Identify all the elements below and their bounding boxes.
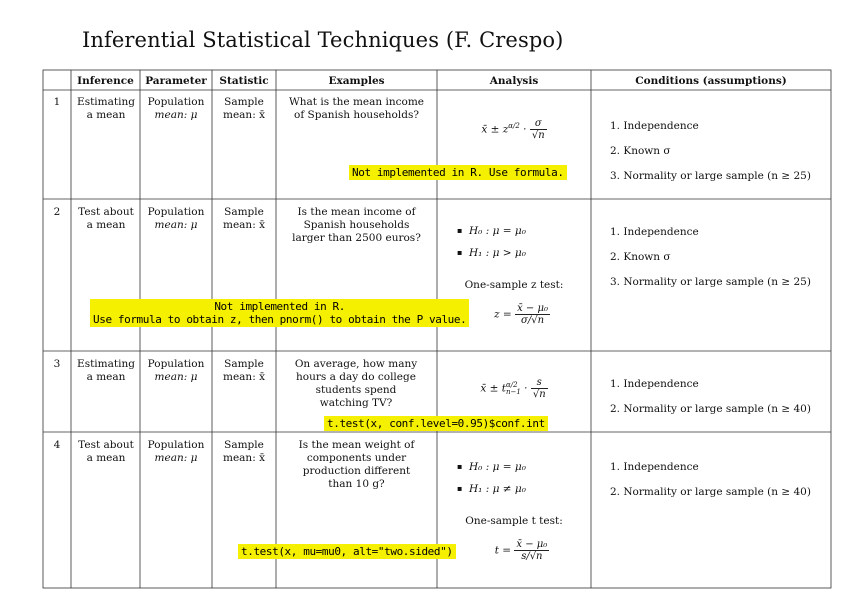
row-2-statistic-l1: Sample [224,206,264,218]
row-1-conditions-list [610,120,825,183]
row-3-parameter [140,358,212,384]
row-1-statistic-l1: Sample [224,96,264,108]
row-2-stat-den: σ/√n [521,315,545,326]
row-4-hypotheses [457,461,587,505]
row-3-condition-1: 1. Independence [610,378,699,390]
row-3-conditions [610,378,825,428]
row-2-statistic [212,206,276,232]
row-4-h1: ▪ H₁ : μ ≠ μ₀ [457,483,587,496]
row-1-formula-num: σ [530,118,547,130]
row-4-statistic [212,439,276,465]
row-1-formula-sup: α/2 [508,122,520,130]
row-2-conditions-list [610,226,825,289]
row-1-condition-1: 1. Independence [610,120,699,132]
header-statistic: Statistic [219,75,269,87]
row-2-parameter-l1: Population [147,206,205,218]
row-3-statistic [212,358,276,384]
row-4-test-name: One-sample t test: [465,515,563,527]
row-2-parameter-l2: mean: μ [154,219,198,231]
row-1-formula-den: √n [531,130,545,141]
row-4-num: 4 [53,439,61,451]
row-3-condition-2: 2. Normality or large sample (n ≥ 40) [610,403,811,415]
row-4-stat-frac [514,539,549,562]
row-4-stat-den: s/√n [521,551,543,562]
row-2-parameter [140,206,212,232]
row-2-condition-3: 3. Normality or large sample (n ≥ 25) [610,276,811,288]
row-4-conditions-list [610,461,825,499]
row-2-condition-1: 1. Independence [610,226,699,238]
row-3-formula-base: x̄ ± t [480,382,506,395]
row-2-note-l1: Not implemented in R. [214,300,346,313]
header-inference: Inference [77,75,134,87]
row-1-condition-3: 3. Normality or large sample (n ≥ 25) [610,170,811,182]
row-3-inference: Estimating a mean [77,358,135,383]
row-4-stat-num: x̄ − μ₀ [516,539,548,550]
row-1-conditions [610,120,825,195]
row-2-statistic-l2: mean: x̄ [223,219,265,231]
row-4-statistic-l2: mean: x̄ [223,452,265,464]
row-2-inference: Test about a mean [78,206,134,231]
page-title: Inferential Statistical Techniques (F. Crespo) [82,28,564,52]
row-2-note [90,299,469,327]
row-3-formula-frac [531,377,548,400]
row-2-example: Is the mean income of Spanish households larger than 2500 euros? [292,206,421,244]
row-2-h0: ▪ H₀ : μ = μ₀ [457,225,587,238]
row-2-test-name: One-sample z test: [464,279,564,291]
row-2-stat-lhs: z = [494,308,516,321]
row-1-statistic [212,96,276,122]
row-4-conditions [610,461,825,511]
row-4-parameter-l2: mean: μ [154,452,198,464]
row-1-inference: Estimating a mean [77,96,135,121]
row-3-parameter-l1: Population [147,358,205,370]
row-1-analysis-formula [437,118,591,141]
row-3-example: On average, how many hours a day do college students spend watching TV? [294,358,418,409]
row-3-formula-sup: α/2 [505,380,518,389]
row-3-formula-sub: n−1 [505,387,521,396]
row-4-h0: ▪ H₀ : μ = μ₀ [457,461,587,474]
row-3-formula-dot: · [520,382,531,395]
row-2-hypotheses-list [457,225,587,260]
row-1-formula-frac [530,118,547,141]
header-examples: Examples [328,75,385,87]
row-4-example: Is the mean weight of components under production different than 10 g? [298,439,415,490]
row-4-parameter [140,439,212,465]
row-3-analysis-formula [437,377,591,400]
row-2-stat-num: x̄ − μ₀ [517,303,548,314]
row-3-num: 3 [53,358,61,370]
row-2-h1: ▪ H₁ : μ > μ₀ [457,247,587,260]
row-4-hypotheses-list [457,461,587,496]
row-2-stat-frac [515,303,550,326]
row-1-parameter-l1: Population [147,96,205,108]
row-1-parameter-l2: mean: μ [154,109,198,121]
row-4-test-stat [445,539,599,562]
row-3-formula-num: s [531,377,548,389]
row-2-note-l2: Use formula to obtain z, then pnorm() to obtain the P value. [93,313,467,326]
row-1-parameter [140,96,212,122]
row-1-formula-dot: · [519,123,530,136]
row-2-conditions [610,226,825,301]
row-2-num: 2 [53,206,61,218]
row-3-statistic-l2: mean: x̄ [223,371,265,383]
header-conditions: Conditions (assumptions) [635,75,787,87]
row-4-note: t.test(x, mu=mu0, alt="two.sided") [238,544,456,559]
row-1-condition-2: 2. Known σ [610,145,671,157]
row-1-note: Not implemented in R. Use formula. [349,165,567,180]
row-4-condition-1: 1. Independence [610,461,699,473]
row-2-condition-2: 2. Known σ [610,251,671,263]
row-4-condition-2: 2. Normality or large sample (n ≥ 40) [610,486,811,498]
row-3-note: t.test(x, conf.level=0.95)$conf.int [324,416,548,431]
row-4-stat-lhs: t = [494,544,515,557]
header-parameter: Parameter [145,75,207,87]
row-2-hypotheses [457,225,587,269]
row-4-parameter-l1: Population [147,439,205,451]
row-3-statistic-l1: Sample [224,358,264,370]
row-4-statistic-l1: Sample [224,439,264,451]
row-1-example: What is the mean income of Spanish households? [288,96,424,121]
row-3-parameter-l2: mean: μ [154,371,198,383]
header-analysis: Analysis [489,75,539,87]
row-1-statistic-l2: mean: x̄ [223,109,265,121]
row-3-formula-den: √n [532,389,546,400]
row-1-num: 1 [53,96,61,108]
row-1-formula-base: x̄ ± z [481,123,509,136]
row-3-formula-scripts [506,382,521,396]
row-3-conditions-list [610,378,825,416]
row-4-inference: Test about a mean [78,439,134,464]
